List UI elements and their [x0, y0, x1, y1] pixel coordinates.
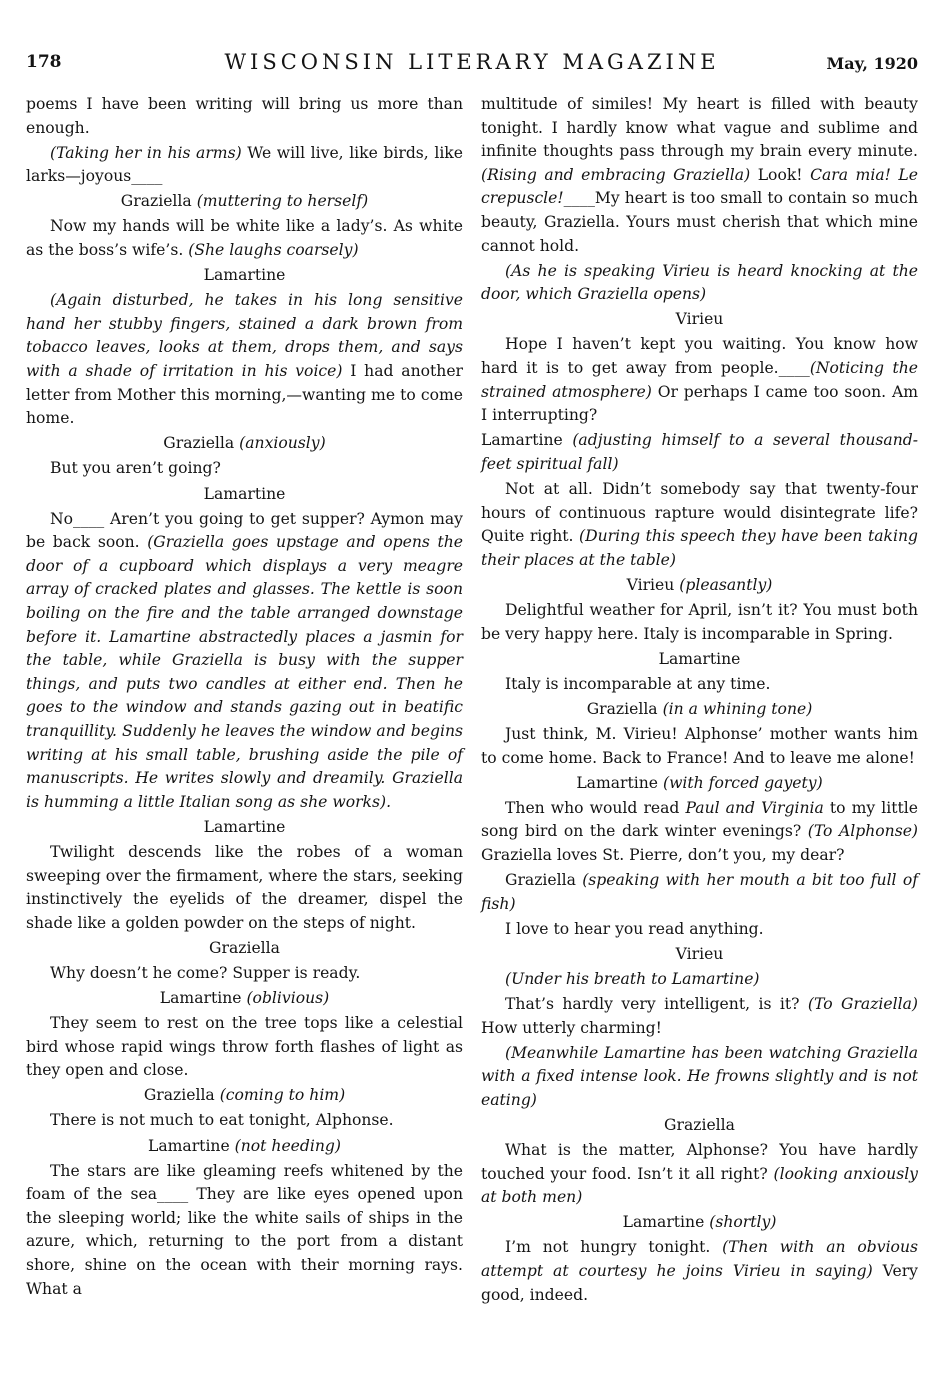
dialogue-text: Graziella loves St. Pierre, don’t you, my dear? — [481, 845, 845, 864]
dialogue-paragraph — [481, 93, 918, 258]
dialogue-text: What is the matter, Alphonse? You have hardly touched your food. Isn’t it all right? — [481, 1141, 918, 1183]
speaker-name — [481, 648, 918, 672]
dialogue-text: That’s hardly very intelligent, is it? — [505, 994, 808, 1013]
stage-direction: (To Alphonse) — [807, 822, 919, 841]
speaker-direction: (not heeding) — [234, 1136, 341, 1155]
stage-direction: (She laughs coarsely) — [188, 241, 359, 260]
speaker-name — [26, 1135, 463, 1159]
speaker-direction: (shortly) — [709, 1213, 777, 1232]
dialogue-text: Italy is incomparable at any time. — [505, 674, 771, 693]
speaker-direction: (with forced gayety) — [663, 773, 823, 792]
stage-direction: (Taking her in his arms) — [50, 143, 242, 162]
speaker-name — [481, 772, 918, 796]
page-number: 178 — [26, 52, 62, 72]
speaker-name — [26, 190, 463, 214]
dialogue-text: multitude of similes! My heart is filled with beauty tonight. I hardly know what vague and sublime and infinite thoughts pass through my brain every minute. — [481, 95, 918, 161]
dialogue-text: Just think, M. Virieu! Alphonse’ mother wants him to come home. Back to France! And to leave me alone! — [481, 724, 918, 767]
speaker-name — [481, 698, 918, 722]
dialogue-paragraph — [481, 1042, 918, 1113]
dialogue-paragraph — [26, 457, 463, 481]
speaker-label: Lamartine — [147, 1136, 230, 1155]
dialogue-paragraph — [481, 478, 918, 572]
stage-direction: Cara mia! Le crepuscle! — [481, 165, 918, 208]
dialogue-paragraph — [26, 962, 463, 986]
dialogue-text: poems I have been writing will bring us more than enough. — [26, 95, 463, 137]
dialogue-paragraph — [481, 918, 918, 942]
speaker-name — [481, 943, 918, 967]
speaker-label: Lamartine — [203, 266, 286, 285]
speaker-direction: (coming to him) — [219, 1086, 346, 1105]
speaker-label: Lamartine — [658, 649, 741, 668]
speaker-label: Graziella — [143, 1086, 215, 1105]
speaker-label: Virieu — [675, 944, 724, 963]
dialogue-text: Why doesn’t he come? Supper is ready. — [50, 963, 361, 982]
dialogue-paragraph — [26, 508, 463, 815]
dialogue-paragraph — [481, 333, 918, 427]
dialogue-text: They seem to rest on the tree tops like a celestial bird whose rapid wings throw forth flashes of light as they open and close. — [26, 1014, 463, 1080]
speaker-name — [26, 937, 463, 961]
stage-direction: (Under his breath to Lamartine) — [505, 969, 760, 988]
speaker-name — [26, 987, 463, 1011]
speaker-label: Virieu — [675, 310, 724, 329]
dialogue-text: Now my hands will be white like a lady’s. As white as the boss’s wife’s. — [26, 217, 463, 260]
speaker-name — [481, 1114, 918, 1138]
speaker-name — [26, 816, 463, 840]
dialogue-paragraph — [26, 841, 463, 935]
page-header — [26, 50, 918, 80]
stage-direction: (Rising and embracing Graziella) — [481, 165, 751, 184]
dialogue-paragraph — [26, 215, 463, 262]
dialogue-text: Then who would read — [505, 798, 686, 817]
dialogue-text: We will live, like birds, like larks—joyous____ — [26, 143, 463, 186]
issue-date: May, 1920 — [826, 54, 918, 73]
dialogue-paragraph — [481, 1139, 918, 1210]
speaker-label: Graziella — [664, 1115, 735, 1134]
dialogue-paragraph — [26, 93, 463, 140]
stage-direction: (To Graziella) — [807, 994, 918, 1013]
speaker-label: Graziella — [586, 699, 658, 718]
speaker-direction: (speaking with her mouth a bit too full of fish) — [481, 871, 918, 913]
stage-direction: (Noticing the strained atmosphere) — [481, 359, 918, 401]
dialogue-text: There is not much to eat tonight, Alphonse. — [50, 1111, 394, 1130]
stage-direction: (Then with an obvious attempt at courtesy he joins Virieu in saying) — [481, 1238, 918, 1280]
dialogue-text: No____ Aren’t you going to get supper? Aymon may be back soon. — [26, 509, 463, 552]
speaker-label: Lamartine — [203, 484, 286, 503]
dialogue-text: to my little song bird on the dark winter evenings? — [481, 798, 918, 841]
dialogue-paragraph — [481, 599, 918, 646]
dialogue-text: Twilight descends like the robes of a woman sweeping over the firmament, where the stars, seeking instinctively the eyelids of the dreamer, dispel the shade like a golden powder on the steps of night. — [26, 842, 463, 932]
speaker-name — [26, 432, 463, 456]
dialogue-paragraph — [481, 260, 918, 307]
speaker-name — [481, 1211, 918, 1235]
stage-direction: (As he is speaking Virieu is heard knocking at the door, which Graziella opens) — [481, 261, 918, 304]
speaker-name — [481, 574, 918, 598]
dialogue-paragraph — [481, 968, 918, 992]
magazine-title: WISCONSIN LITERARY MAGAZINE — [224, 50, 720, 74]
speaker-direction: (in a whining tone) — [662, 699, 813, 718]
speaker-line — [481, 429, 918, 476]
speaker-label: Lamartine — [203, 817, 286, 836]
speaker-name — [26, 483, 463, 507]
speaker-name — [26, 264, 463, 288]
speaker-direction: (pleasantly) — [679, 575, 773, 594]
dialogue-paragraph — [481, 673, 918, 697]
dialogue-paragraph — [481, 993, 918, 1040]
dialogue-text: The stars are like gleaming reefs whitened by the foam of the sea____ They are like eyes opened upon the sleeping world; like the white sails of ships in the azure, which, returning to the port from a distant shore, shine on the ocean with their morning rays. What a — [26, 1161, 463, 1298]
dialogue-text: How utterly charming! — [481, 1018, 662, 1037]
speaker-label: Virieu — [626, 575, 675, 594]
dialogue-paragraph — [26, 1160, 463, 1302]
dialogue-text: I had another letter from Mother this morning,—wanting me to come home. — [26, 362, 463, 428]
speaker-label: Lamartine — [622, 1213, 705, 1232]
dialogue-paragraph — [26, 289, 463, 431]
dialogue-text: Delightful weather for April, isn’t it? You must both be very happy here. Italy is incomparable in Spring. — [481, 600, 918, 643]
dialogue-paragraph — [481, 723, 918, 770]
stage-direction: (Again disturbed, he takes in his long sensitive hand her stubby fingers, stained a dark brown from tobacco leaves, looks at them, drops them, and says with a shade of irritation in his voice) — [26, 291, 463, 381]
stage-direction: (During this speech they have been taking their places at the table) — [481, 527, 918, 569]
left-column — [26, 93, 463, 1303]
speaker-direction: (anxiously) — [239, 434, 326, 453]
dialogue-text: I’m not hungry tonight. — [505, 1238, 723, 1257]
speaker-label: Graziella — [505, 871, 576, 889]
dialogue-paragraph — [26, 1012, 463, 1083]
right-column — [481, 93, 918, 1309]
stage-direction: (looking anxiously at both men) — [481, 1164, 918, 1207]
dialogue-text: Not at all. Didn’t somebody say that twenty-four hours of continuous rapture would disintegrate life? Quite right. — [481, 480, 918, 546]
dialogue-text: Very good, indeed. — [481, 1262, 918, 1304]
stage-direction: (Meanwhile Lamartine has been watching Graziella with a fixed intense look. He frowns slightly and is not eating) — [481, 1043, 918, 1109]
dialogue-paragraph — [481, 1236, 918, 1307]
dialogue-paragraph — [481, 797, 918, 868]
dialogue-text: Look! — [750, 165, 811, 184]
speaker-name — [481, 308, 918, 332]
dialogue-text: But you aren’t going? — [50, 459, 221, 478]
speaker-label: Graziella — [209, 938, 280, 957]
speaker-name — [26, 1084, 463, 1108]
speaker-line — [481, 869, 918, 916]
speaker-label: Lamartine — [576, 773, 659, 792]
speaker-label: Lamartine — [159, 988, 242, 1007]
speaker-label: Lamartine — [481, 431, 563, 450]
dialogue-text: ____My heart is too small to contain so much beauty, Graziella. Yours must cherish that which mine cannot hold. — [481, 189, 918, 255]
dialogue-text: Or perhaps I came too soon. Am I interrupting? — [481, 382, 918, 425]
speaker-label: Graziella — [163, 434, 235, 453]
dialogue-text: I love to hear you read anything. — [505, 919, 764, 938]
dialogue-paragraph — [26, 1109, 463, 1133]
speaker-direction: (adjusting himself to a several thousand-feet spiritual fall) — [481, 431, 918, 473]
speaker-direction: (muttering to herself) — [196, 192, 369, 211]
speaker-label: Graziella — [120, 192, 192, 211]
dialogue-paragraph — [26, 142, 463, 189]
stage-direction: (Graziella goes upstage and opens the door of a cupboard which displays a very meagre array of cracked plates and glasses. The kettle is soon boiling on the fire and the table arranged downstage before it. Lamartine abstractedly places a jasmin for the table, while Graziella is busy with the supper things, and puts two candles at either end. Then he goes to the window and stands gazing out in beatific tranquillity. Suddenly he leaves the window and begins writing at his small table, brushing aside the pile of manuscripts. He writes slowly and dreamily. Graziella is humming a little Italian song as she works). — [26, 533, 464, 811]
stage-direction: Paul and Virginia — [685, 798, 824, 817]
dialogue-text: Hope I haven’t kept you waiting. You know how hard it is to get away from people.____ — [481, 335, 918, 378]
speaker-direction: (oblivious) — [246, 988, 330, 1007]
